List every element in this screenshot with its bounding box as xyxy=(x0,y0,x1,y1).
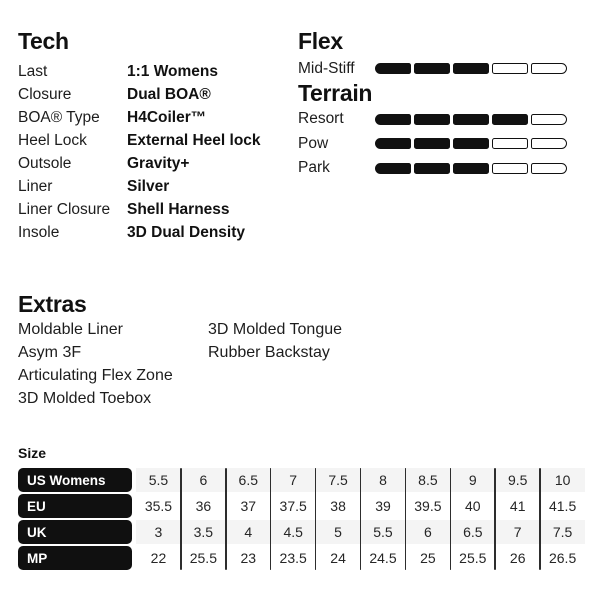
rating-label: Resort xyxy=(298,110,344,128)
rating-bar xyxy=(375,163,567,174)
tech-row-value: H4Coiler™ xyxy=(127,109,207,126)
size-cell: 6.5 xyxy=(238,472,258,488)
tech-row-value: External Heel lock xyxy=(127,132,261,149)
extras-columns xyxy=(18,318,448,410)
rating-bar xyxy=(375,114,567,125)
bar-segment-filled xyxy=(414,63,450,74)
bar-segment-empty xyxy=(492,163,528,174)
bar-segment-empty xyxy=(531,163,567,174)
rating-label: Park xyxy=(298,159,330,177)
size-cell: 23.5 xyxy=(279,550,307,566)
size-cell: 41.5 xyxy=(548,498,577,514)
size-cell: 7 xyxy=(289,472,298,488)
size-cell: 8.5 xyxy=(418,472,438,488)
size-cell: 22 xyxy=(150,550,167,566)
rating-row xyxy=(298,107,582,132)
size-row-values xyxy=(136,520,585,544)
bar-segment-filled xyxy=(453,63,489,74)
size-row-values xyxy=(136,546,585,570)
bar-segment-filled xyxy=(375,114,411,125)
extras-item: Asym 3F xyxy=(18,344,82,361)
size-cell: 26 xyxy=(509,550,526,566)
bar-segment-empty xyxy=(492,63,528,74)
extras-item: Rubber Backstay xyxy=(208,344,330,361)
size-cell: 26.5 xyxy=(548,550,577,566)
bar-segment-filled xyxy=(375,63,411,74)
tech-row-label: Liner xyxy=(18,178,53,195)
bar-segment-filled xyxy=(492,114,528,125)
size-cell: 8 xyxy=(379,472,387,488)
size-heading: Size xyxy=(18,445,47,461)
size-cell: 39 xyxy=(375,498,391,514)
bar-segment-filled xyxy=(414,114,450,125)
size-row-label: MP xyxy=(18,546,132,570)
size-cell: 24 xyxy=(330,550,346,566)
extras-item: 3D Molded Toebox xyxy=(18,390,152,407)
extras-item: 3D Molded Tongue xyxy=(208,321,343,338)
tech-row-label: Outsole xyxy=(18,155,72,172)
extras-section xyxy=(18,291,448,410)
terrain-heading: Terrain xyxy=(298,80,373,106)
rating-row xyxy=(298,156,582,181)
tech-heading: Tech xyxy=(18,28,69,54)
tech-row-label: Closure xyxy=(18,86,72,103)
extras-item: Moldable Liner xyxy=(18,321,123,338)
bar-segment-filled xyxy=(414,138,450,149)
tech-row-label: BOA® Type xyxy=(18,109,100,126)
size-row-label: EU xyxy=(18,494,132,518)
bar-segment-empty xyxy=(531,138,567,149)
terrain-rating-rows xyxy=(298,107,582,181)
size-chart-table xyxy=(18,468,585,570)
tech-row-label: Liner Closure xyxy=(18,201,111,218)
extras-column-1 xyxy=(18,318,208,410)
size-table-row xyxy=(18,494,585,518)
size-cell: 38 xyxy=(330,498,346,514)
size-cell: 7.5 xyxy=(552,524,573,540)
size-cell: 37 xyxy=(240,498,257,514)
size-row-label: UK xyxy=(18,520,132,544)
size-cell: 37.5 xyxy=(279,498,307,514)
size-cell: 3.5 xyxy=(193,524,214,540)
tech-row-label: Insole xyxy=(18,224,60,241)
size-cell: 4.5 xyxy=(283,524,303,540)
size-cell: 7 xyxy=(513,524,522,540)
tech-section xyxy=(18,28,290,244)
flex-rating-rows xyxy=(298,57,582,80)
size-cell: 6.5 xyxy=(463,524,483,540)
flex-heading: Flex xyxy=(298,28,343,54)
size-cell: 9.5 xyxy=(507,472,528,488)
bar-segment-empty xyxy=(531,63,567,74)
bar-segment-filled xyxy=(453,163,489,174)
size-cell: 35.5 xyxy=(144,498,173,514)
tech-row-label: Heel Lock xyxy=(18,132,87,149)
tech-row-value: Silver xyxy=(127,178,170,195)
rating-row xyxy=(298,132,582,157)
bar-segment-filled xyxy=(414,163,450,174)
size-cell: 6 xyxy=(199,472,208,488)
size-cell: 39.5 xyxy=(414,498,442,514)
size-row-values xyxy=(136,468,585,492)
extras-item: Articulating Flex Zone xyxy=(18,367,173,384)
rating-label: Mid-Stiff xyxy=(298,59,355,77)
size-cell: 9 xyxy=(468,472,477,488)
bar-segment-empty xyxy=(531,114,567,125)
ratings-column xyxy=(298,28,582,181)
size-section xyxy=(18,445,585,572)
size-cell: 7.5 xyxy=(328,472,348,488)
bar-segment-filled xyxy=(375,138,411,149)
size-cell: 5 xyxy=(334,524,342,540)
size-cell: 36 xyxy=(195,498,212,514)
size-table-row xyxy=(18,468,585,492)
rating-bar xyxy=(375,63,567,74)
rating-label: Pow xyxy=(298,134,329,152)
size-cell: 5.5 xyxy=(373,524,393,540)
tech-row-value: Shell Harness xyxy=(127,201,230,218)
tech-row-value: Dual BOA® xyxy=(127,86,211,103)
size-cell: 24.5 xyxy=(369,550,397,566)
size-table-row xyxy=(18,520,585,544)
tech-row-value: 3D Dual Density xyxy=(127,224,246,241)
tech-spec-list xyxy=(18,60,290,244)
size-cell: 25.5 xyxy=(189,550,217,566)
rating-row xyxy=(298,57,582,80)
size-cell: 3 xyxy=(154,524,163,540)
bar-segment-empty xyxy=(492,138,528,149)
tech-row-value: Gravity+ xyxy=(127,155,190,172)
tech-row-value: 1:1 Womens xyxy=(127,63,219,80)
size-cell: 25.5 xyxy=(459,550,487,566)
bar-segment-filled xyxy=(453,114,489,125)
bar-segment-filled xyxy=(453,138,489,149)
size-cell: 4 xyxy=(244,524,253,540)
tech-row-label: Last xyxy=(18,63,48,80)
size-cell: 25 xyxy=(420,550,436,566)
extras-heading: Extras xyxy=(18,291,87,317)
size-table-row xyxy=(18,546,585,570)
size-row-label: US Womens xyxy=(18,468,132,492)
extras-column-2 xyxy=(208,318,342,410)
size-cell: 10 xyxy=(554,472,571,488)
size-cell: 6 xyxy=(423,524,432,540)
size-cell: 5.5 xyxy=(148,472,169,488)
size-cell: 23 xyxy=(240,550,257,566)
bar-segment-filled xyxy=(375,163,411,174)
size-row-values xyxy=(136,494,585,518)
size-cell: 40 xyxy=(465,498,481,514)
rating-bar xyxy=(375,138,567,149)
size-cell: 41 xyxy=(509,498,526,514)
